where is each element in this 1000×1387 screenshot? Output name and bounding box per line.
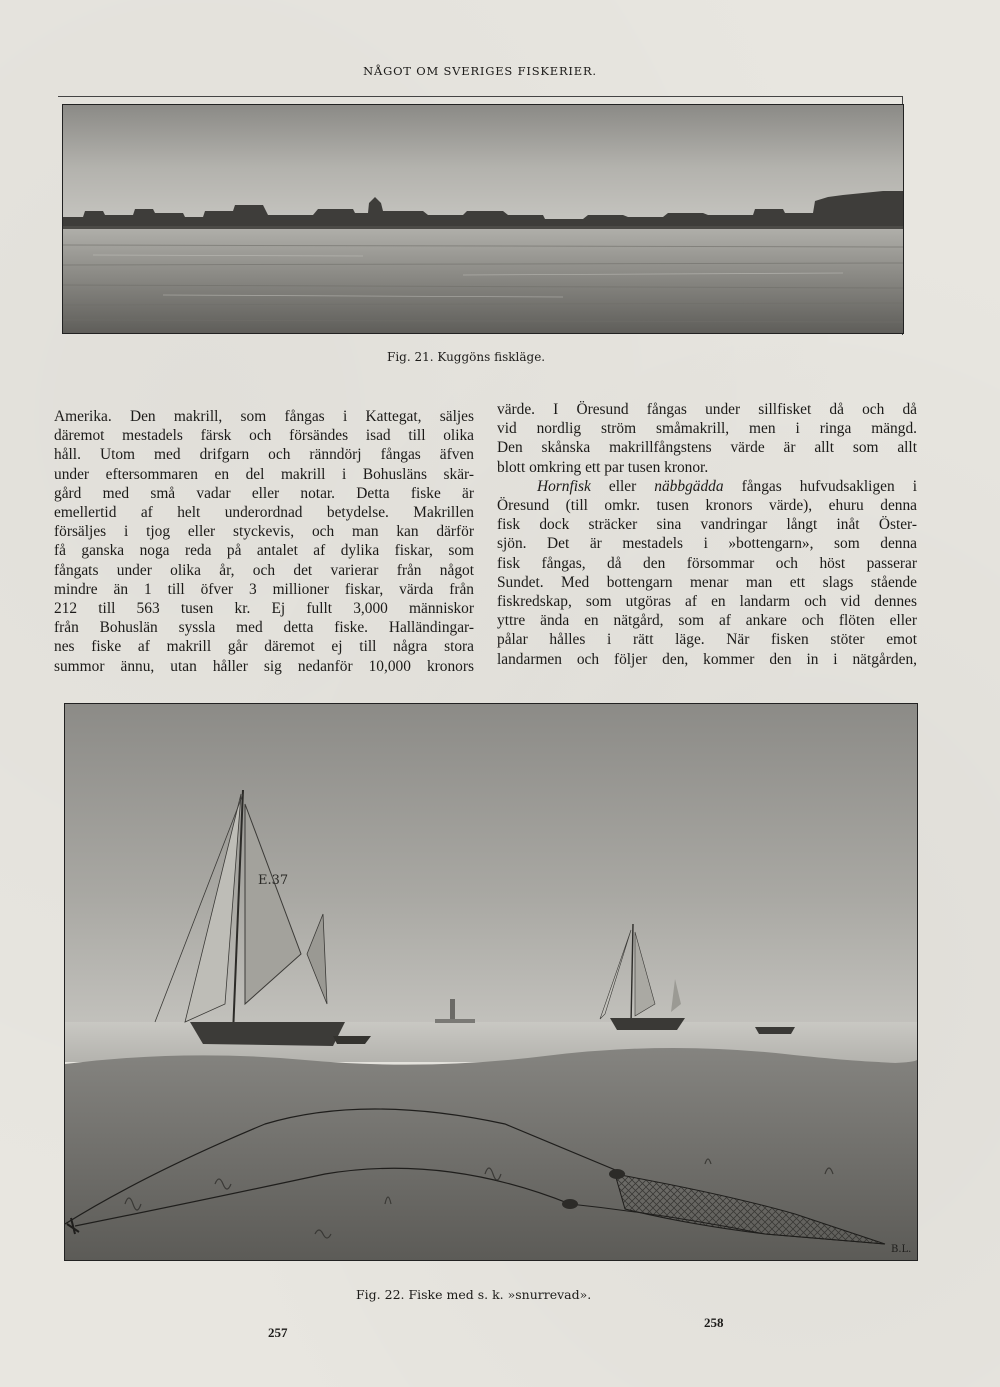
right-line: landarmen och följer den, kommer den in i nätgården, — [497, 650, 917, 668]
running-head: NÅGOT OM SVERIGES FISKERIER. — [363, 64, 597, 78]
right-line: blott omkring ett par tusen kronor. — [497, 458, 709, 476]
right-line: värde. I Öresund fångas under sillfisket då och då — [497, 401, 917, 418]
right-line: fiskredskap, som utgöras af en landarm och vid dennes — [497, 593, 917, 611]
boat-number: E.37 — [258, 873, 289, 888]
left-line: håll. Utom med drifgarn och ränndörj fångas äfven — [54, 446, 474, 464]
right-line: yttre ända en nätgård, som af ankare och flöten eller — [497, 612, 917, 630]
fig22-caption: Fig. 22. Fiske med s. k. »snurrevad». — [356, 1287, 592, 1302]
fig21-caption: Fig. 21. Kuggöns fiskläge. — [387, 350, 546, 364]
left-line: försäljes i tjog eller styckevis, och man kan därför — [54, 523, 474, 541]
left-line: 212 till 563 tusen kr. Ej fullt 3,000 människor — [54, 600, 474, 618]
left-line: från Bohuslän syssla med detta fiske. Halländingar- — [54, 619, 474, 637]
left-line: däremot mestadels färsk och försändes isad till olika — [54, 427, 474, 445]
term-nabbgadda: näbbgädda — [654, 477, 724, 495]
right-column — [497, 400, 917, 669]
left-line: summor ännu, utan håller sig nedanför 10,000 kronors — [54, 657, 474, 675]
page-number-right: 258 — [704, 1315, 724, 1330]
right-line: vid nordlig ström småmakrill, men i ringa mängd. — [497, 420, 917, 438]
rowing-boat — [755, 1027, 795, 1034]
right-line: Öresund (till omkr. tusen kronors värde), ehuru denna — [497, 497, 917, 515]
left-line: få ganska noga reda på antalet af dylika fiskar, som — [54, 542, 474, 560]
right-line: Sundet. Med bottengarn menar man ett slags stående — [497, 573, 917, 591]
term-connector: eller — [590, 477, 655, 495]
right-line: fisk fångas, då den försommar och höst passerar — [497, 554, 917, 572]
right-line: pålar hålles i rätt läge. När fisken stöter emot — [497, 631, 917, 649]
line-rest: fångas hufvudsakligen i — [723, 477, 917, 495]
left-line: gård med små vadar eller notar. Detta fiske är — [54, 484, 474, 502]
artist-signature: B.L. — [891, 1244, 912, 1255]
left-column — [54, 407, 474, 676]
right-line: sjön. Det är mestadels i »bottengarn», som denna — [497, 535, 917, 553]
left-line: under eftersommaren en del makrill i Bohusläns skär- — [54, 465, 474, 483]
right-line-hornfisk — [497, 477, 917, 496]
left-line: Amerika. Den makrill, som fångas i Kattegat, säljes — [54, 408, 474, 425]
left-line: nes fiske af makrill går däremot ej till några stora — [54, 638, 474, 656]
term-hornfisk: Hornfisk — [537, 477, 591, 495]
right-line: Den skånska makrillfångstens värde är allt som allt — [497, 439, 917, 457]
right-line: fisk dock sträcker sina vandringar långt inåt Öster- — [497, 516, 917, 534]
page-number-left: 257 — [268, 1325, 288, 1340]
left-line: fångats under olika år, och det varierar från något — [54, 561, 474, 579]
kuggon-harbour-photo — [62, 104, 904, 334]
left-line: mindre än 1 till öfver 3 millioner fiskar, värda från — [54, 580, 474, 598]
left-line: emellertid af helt underordnad betydelse. Makrillen — [54, 504, 474, 522]
snurrevad-fishing-illustration — [64, 703, 918, 1261]
